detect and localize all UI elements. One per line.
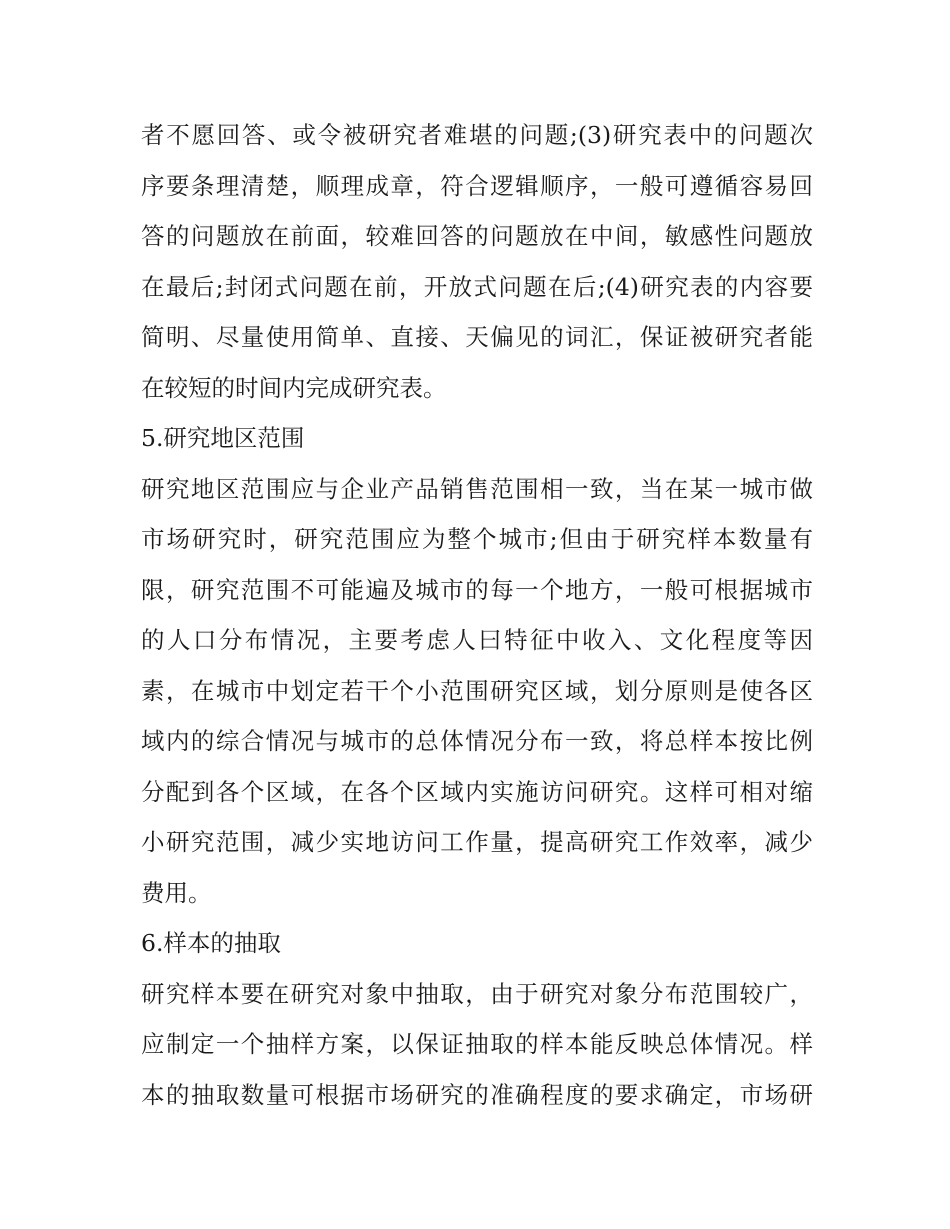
paragraph-line: 者不愿回答、或令被研究者难堪的问题;(3)研究表中的问题次 (141, 121, 813, 149)
paragraph-line: 在最后;封闭式问题在前，开放式问题在后;(4)研究表的内容要 (141, 272, 813, 301)
paragraph-line: 研究地区范围应与企业产品销售范围相一致，当在某一城市做 (141, 474, 813, 503)
paragraph-line: 在较短的时间内完成研究表。 (141, 373, 447, 402)
paragraph-line: 小研究范围，减少实地访问工作量，提高研究工作效率，减少 (141, 828, 813, 856)
paragraph-line: 应制定一个抽样方案，以保证抽取的样本能反映总体情况。样 (141, 1030, 813, 1058)
paragraph-line: 域内的综合情况与城市的总体情况分布一致，将总样本按比例 (141, 727, 813, 755)
paragraph-line: 答的问题放在前面，较难回答的问题放在中间，敏感性问题放 (141, 222, 813, 250)
paragraph-line: 分配到各个区域，在各个区域内实施访问研究。这样可相对缩 (141, 777, 813, 806)
paragraph-line: 研究样本要在研究对象中抽取，由于研究对象分布范围较广， (141, 979, 813, 1008)
paragraph-line: 本的抽取数量可根据市场研究的准确程度的要求确定，市场研 (141, 1080, 813, 1109)
body-text (141, 110, 813, 1120)
paragraph-line: 序要条理清楚，顺理成章，符合逻辑顺序，一般可遵循容易回 (141, 171, 813, 200)
paragraph-line: 的人口分布情况，主要考虑人曰特征中收入、文化程度等因 (141, 626, 813, 654)
paragraph-line: 素，在城市中划定若干个小范围研究区域，划分原则是使各区 (141, 676, 813, 705)
paragraph-line: 费用。 (141, 878, 212, 907)
section-heading: 6.样本的抽取 (141, 929, 281, 957)
paragraph-line: 市场研究时，研究范围应为整个城市;但由于研究样本数量有 (141, 525, 813, 553)
paragraph-line: 简明、尽量使用简单、直接、天偏见的词汇，保证被研究者能 (141, 323, 813, 351)
section-heading: 5.研究地区范围 (141, 424, 305, 452)
paragraph-line: 限，研究范围不可能遍及城市的每一个地方，一般可根据城市 (141, 575, 813, 604)
